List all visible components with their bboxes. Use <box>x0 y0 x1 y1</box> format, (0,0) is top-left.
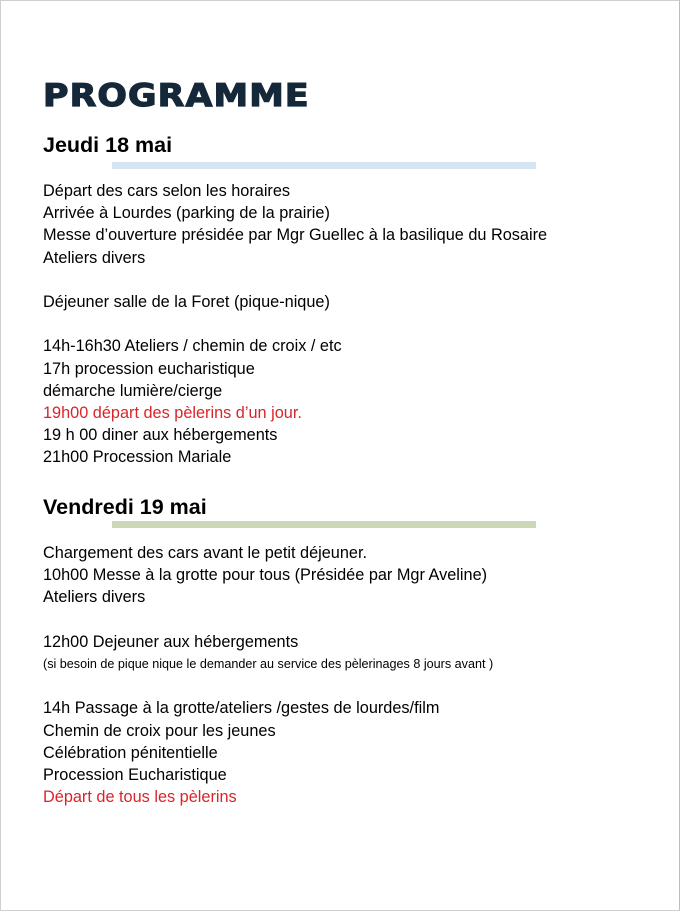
schedule-line-highlight: Départ de tous les pèlerins <box>43 788 237 807</box>
schedule-line: Chemin de croix pour les jeunes <box>43 721 276 740</box>
page-title: PROGRAMME <box>43 78 310 114</box>
schedule-line: 19 h 00 diner aux hébergements <box>43 426 278 445</box>
section-underline-vendredi <box>112 521 536 528</box>
schedule-line: Arrivée à Lourdes (parking de la prairie) <box>43 204 330 223</box>
schedule-list-vendredi <box>43 542 493 808</box>
schedule-line: Déjeuner salle de la Foret (pique-nique) <box>43 292 330 311</box>
schedule-line: Ateliers divers <box>43 248 146 267</box>
schedule-spacer <box>43 269 547 291</box>
schedule-line: Messe d’ouverture présidée par Mgr Guellec à la basilique du Rosaire <box>43 226 548 245</box>
schedule-line: Ateliers divers <box>43 588 146 607</box>
schedule-line: 10h00 Messe à la grotte pour tous (Présidée par Mgr Aveline) <box>43 566 488 585</box>
schedule-line: démarche lumière/cierge <box>43 381 223 400</box>
schedule-line: Procession Eucharistique <box>43 765 227 784</box>
schedule-spacer <box>43 675 493 697</box>
day-heading-jeudi: Jeudi 18 mai <box>43 133 173 157</box>
section-underline-jeudi <box>112 162 536 169</box>
schedule-spacer <box>43 313 547 335</box>
schedule-line: 21h00 Procession Mariale <box>43 448 232 467</box>
schedule-list-jeudi <box>43 180 547 468</box>
schedule-line-highlight: 19h00 départ des pèlerins d’un jour. <box>43 403 302 422</box>
schedule-spacer <box>43 609 493 631</box>
schedule-line: 14h-16h30 Ateliers / chemin de croix / etc <box>43 337 342 356</box>
schedule-line: Chargement des cars avant le petit déjeuner. <box>43 544 368 562</box>
schedule-line: 12h00 Dejeuner aux hébergements <box>43 632 299 651</box>
schedule-line: Départ des cars selon les horaires <box>43 182 291 200</box>
schedule-note: (si besoin de pique nique le demander au service des pèlerinages 8 jours avant ) <box>43 656 494 671</box>
schedule-line: 14h Passage à la grotte/ateliers /gestes de lourdes/film <box>43 699 440 718</box>
schedule-line: 17h procession eucharistique <box>43 359 255 378</box>
schedule-line: Célébration pénitentielle <box>43 743 218 762</box>
day-heading-vendredi: Vendredi 19 mai <box>43 495 207 519</box>
